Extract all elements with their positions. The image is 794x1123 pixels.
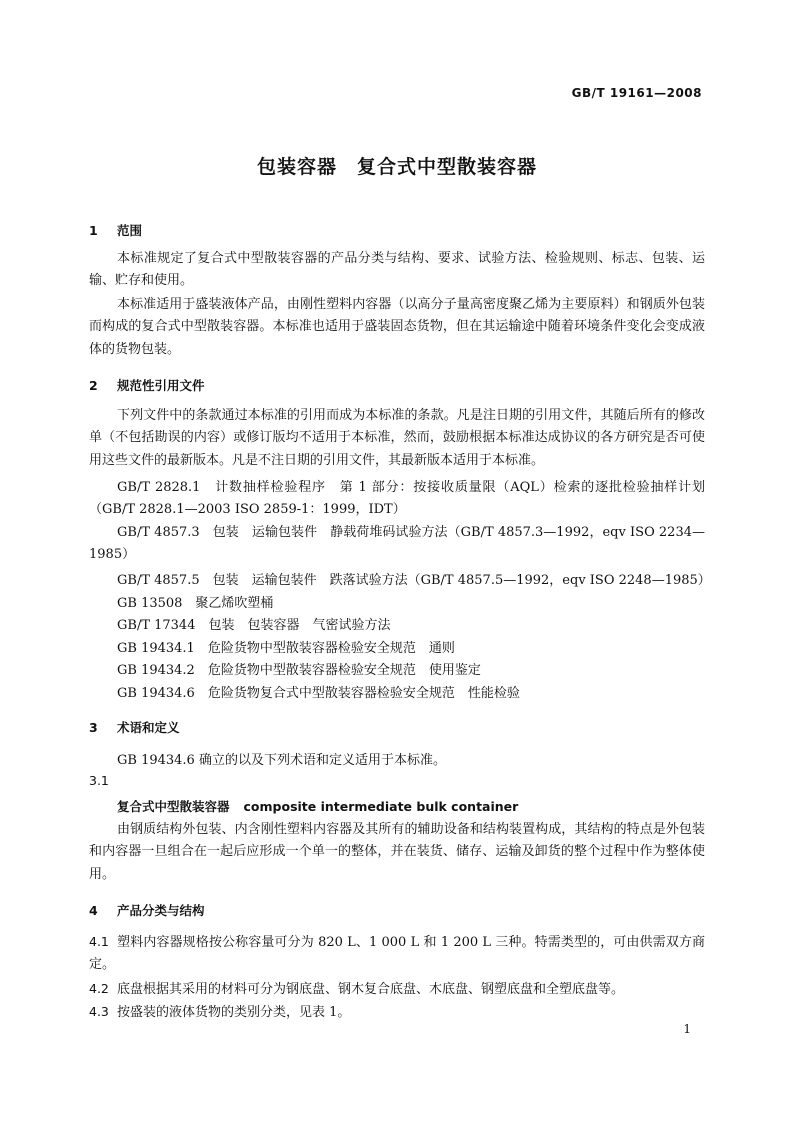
term-definition: 由钢质结构外包装、内含刚性塑料内容器及其所有的辅助设备和结构装置构成，其结构的特点是外包装和内容器一旦组合在一起后应形成一个单一的整体，并在装货、储存、运输及卸货的整个过程中作为整体使用。 — [89, 822, 705, 882]
section-title: 规范性引用文件 — [117, 378, 205, 393]
reference-item: GB/T 4857.3 包装 运输包装件 静载荷堆码试验方法（GB/T 4857.3—1992，eqv ISO 2234—1985） — [89, 525, 705, 563]
term-english: composite intermediate bulk container — [243, 799, 519, 814]
clause-text: 底盘根据其采用的材料可分为钢底盘、钢木复合底盘、木底盘、钢塑底盘和全塑底盘等。 — [117, 982, 625, 997]
term-entry — [117, 797, 518, 815]
section-number: 1 — [89, 223, 98, 238]
reference-item: GB 19434.1 危险货物中型散装容器检验安全规范 通则 — [117, 641, 455, 656]
section-number: 2 — [89, 378, 98, 393]
section-number: 4 — [89, 903, 98, 918]
clause-item — [89, 931, 705, 977]
section-number: 3 — [89, 720, 98, 735]
clause-item — [89, 1001, 350, 1020]
clause-text: 塑料内容器规格按公称容量可分为 820 L、1 000 L 和 1 200 L 三种。特需类型的，可由供需双方商定。 — [89, 935, 705, 973]
section-title: 产品分类与结构 — [117, 903, 205, 918]
section-2-heading — [89, 376, 205, 394]
standard-code: GB/T 19161—2008 — [571, 86, 702, 100]
section-1-heading — [89, 221, 142, 239]
clause-item — [89, 978, 624, 997]
reference-item: GB 19434.6 危险货物复合式中型散装容器检验安全规范 性能检验 — [117, 686, 520, 701]
clause-number: 3.1 — [89, 773, 109, 788]
section-title: 范围 — [117, 223, 143, 238]
page-number: 1 — [683, 1022, 691, 1036]
section-2-intro: 下列文件中的条款通过本标准的引用而成为本标准的条款。凡是注日期的引用文件，其随后所有的修改单（不包括勘误的内容）或修订版均不适用于本标准，然而，鼓励根据本标准达成协议的各方研究是否可使用这些文件的最新版本。凡是不注日期的引用文件，其最新版本适用于本标准。 — [89, 408, 705, 468]
section-3-heading — [89, 718, 180, 736]
document-title: 包装容器 复合式中型散装容器 — [256, 156, 537, 178]
reference-item: GB/T 17344 包装 包装容器 气密试验方法 — [117, 618, 391, 633]
clause-number: 4.2 — [89, 981, 109, 996]
reference-item: GB/T 4857.5 包装 运输包装件 跌落试验方法（GB/T 4857.5—1992，eqv ISO 2248—1985） — [117, 573, 711, 588]
reference-item: GB/T 2828.1 计数抽样检验程序 第 1 部分：按接收质量限（AQL）检索的逐批检验抽样计划（GB/T 2828.1—2003 ISO 2859-1：1999，IDT） — [89, 480, 705, 518]
section-3-intro: GB 19434.6 确立的以及下列术语和定义适用于本标准。 — [117, 753, 446, 768]
section-1-paragraph-2: 本标准适用于盛装液体产品，由刚性塑料内容器（以高分子量高密度聚乙烯为主要原料）和钢质外包装而构成的复合式中型散装容器。本标准也适用于盛装固态货物，但在其运输途中随着环境条件变化会变成液体的货物包装。 — [89, 297, 705, 357]
term-chinese: 复合式中型散装容器 — [117, 799, 230, 814]
clause-text: 按盛装的液体货物的类别分类，见表 1。 — [117, 1005, 351, 1020]
section-title: 术语和定义 — [117, 720, 180, 735]
reference-item: GB 19434.2 危险货物中型散装容器检验安全规范 使用鉴定 — [117, 663, 481, 678]
reference-item: GB 13508 聚乙烯吹塑桶 — [117, 596, 274, 611]
clause-number: 4.3 — [89, 1004, 109, 1019]
section-4-heading — [89, 901, 205, 919]
section-1-paragraph-1: 本标准规定了复合式中型散装容器的产品分类与结构、要求、试验方法、检验规则、标志、包装、运输、贮存和使用。 — [89, 251, 705, 289]
clause-number: 4.1 — [89, 934, 109, 949]
